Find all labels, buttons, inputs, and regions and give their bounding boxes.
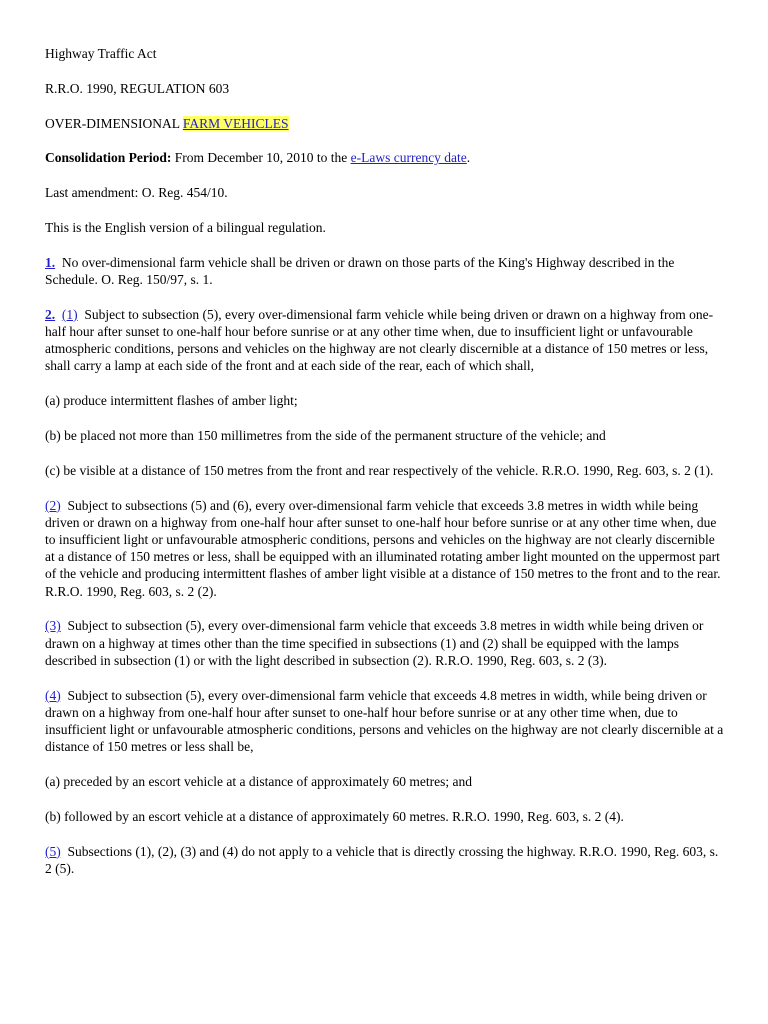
- subsection-2-1-link[interactable]: (1): [61, 306, 78, 322]
- section-2-5-text: Subsections (1), (2), (3) and (4) do not apply to a vehicle that is directly crossing the highway. R.R.O. 1990, Reg. 603, s. 2 (5).: [45, 843, 719, 876]
- regulation-number: R.R.O. 1990, REGULATION 603: [45, 80, 230, 96]
- regulation-document: [45, 45, 725, 895]
- section-2-1: [45, 306, 725, 375]
- clause-2-1-c: (c) be visible at a distance of 150 metres from the front and rear respectively of the vehicle. R.R.O. 1990, Reg. 603, s. 2 (1).: [45, 462, 714, 478]
- section-2-link[interactable]: 2.: [45, 306, 56, 322]
- section-2-4: [45, 687, 725, 756]
- subsection-2-3-link[interactable]: (3): [45, 618, 61, 634]
- clause-2-1-b: (b) be placed not more than 150 millimetres from the side of the permanent structure of the vehicle; and: [45, 427, 606, 443]
- section-1-link[interactable]: 1.: [45, 254, 56, 270]
- clause-2-4-b: (b) followed by an escort vehicle at a distance of approximately 60 metres. R.R.O. 1990, Reg. 603, s. 2 (4).: [45, 808, 624, 824]
- subsection-2-2-link[interactable]: (2): [45, 497, 61, 513]
- last-amendment: Last amendment: O. Reg. 454/10.: [45, 185, 228, 201]
- section-2-3-text: Subject to subsection (5), every over-dimensional farm vehicle that exceeds 3.8 metres in width while being driven or drawn on a highway at times other than the time specified in subsections (1) and (2) shall be equipped with the lamps described in subsection (1) or with the light described in subsection (2). R.R.O. 1990, Reg. 603, s. 2 (3).: [45, 618, 704, 668]
- consolidation-period: [45, 149, 725, 166]
- elaws-currency-link[interactable]: e-Laws currency date: [350, 150, 467, 166]
- act-title: Highway Traffic Act: [45, 46, 157, 61]
- title-prefix: OVER-DIMENSIONAL: [45, 115, 183, 131]
- section-2-4-text: Subject to subsection (5), every over-dimensional farm vehicle that exceeds 4.8 metres in width, while being driven or drawn on a highway from one-half hour after sunset to one-half hour before sunrise or at any other time when, due to insufficient light or unfavourable atmospheric conditions, persons and vehicles on the highway are not clearly discernible at a distance of 150 metres or less shall be,: [45, 687, 724, 755]
- section-2-5: [45, 843, 725, 877]
- subsection-2-5-link[interactable]: (5): [45, 843, 61, 859]
- subsection-2-4-link[interactable]: (4): [45, 687, 61, 703]
- clause-2-4-a: (a) preceded by an escort vehicle at a distance of approximately 60 metres; and: [45, 774, 472, 789]
- clause-2-1-a: (a) produce intermittent flashes of amber light;: [45, 393, 298, 409]
- regulation-title: [45, 115, 725, 132]
- title-highlight-link[interactable]: FARM VEHICLES: [182, 115, 289, 131]
- section-2-1-text: Subject to subsection (5), every over-dimensional farm vehicle while being driven or drawn on a highway from one-half hour after sunset to one-half hour before sunrise or at any other time when, due to insufficient light or unfavourable atmospheric conditions, persons and vehicles on the highway are not clearly discernible at a distance of 150 metres or less, shall carry a lamp at each side of the front and at each side of the rear, each of which shall,: [45, 306, 714, 374]
- section-2-2-text: Subject to subsections (5) and (6), every over-dimensional farm vehicle that exceeds 3.8 metres in width while being driven or drawn on a highway from one-half hour after sunset to one-half hour before sunrise or at any other time when, due to insufficient light or unfavourable atmospheric conditions, persons and vehicles on the highway are not clearly discernible at a distance of 150 metres or less, shall be equipped with an illuminated rotating amber light mounted on the uppermost part of the vehicle and producing intermittent flashes of amber light visible at a distance of 150 metres to the front and to the rear. R.R.O. 1990, Reg. 603, s. 2 (2).: [45, 497, 721, 599]
- consolidation-label: Consolidation Period:: [45, 150, 172, 166]
- consolidation-text: From December 10, 2010 to the: [171, 150, 351, 166]
- section-1-text: No over-dimensional farm vehicle shall be driven or drawn on those parts of the King's Highway described in the Schedule. O. Reg. 150/97, s. 1.: [45, 254, 675, 287]
- consolidation-suffix: .: [466, 150, 471, 166]
- section-2-2: [45, 497, 725, 600]
- section-2-3: [45, 617, 725, 669]
- section-1: [45, 254, 725, 288]
- version-note: This is the English version of a bilingual regulation.: [45, 219, 326, 235]
